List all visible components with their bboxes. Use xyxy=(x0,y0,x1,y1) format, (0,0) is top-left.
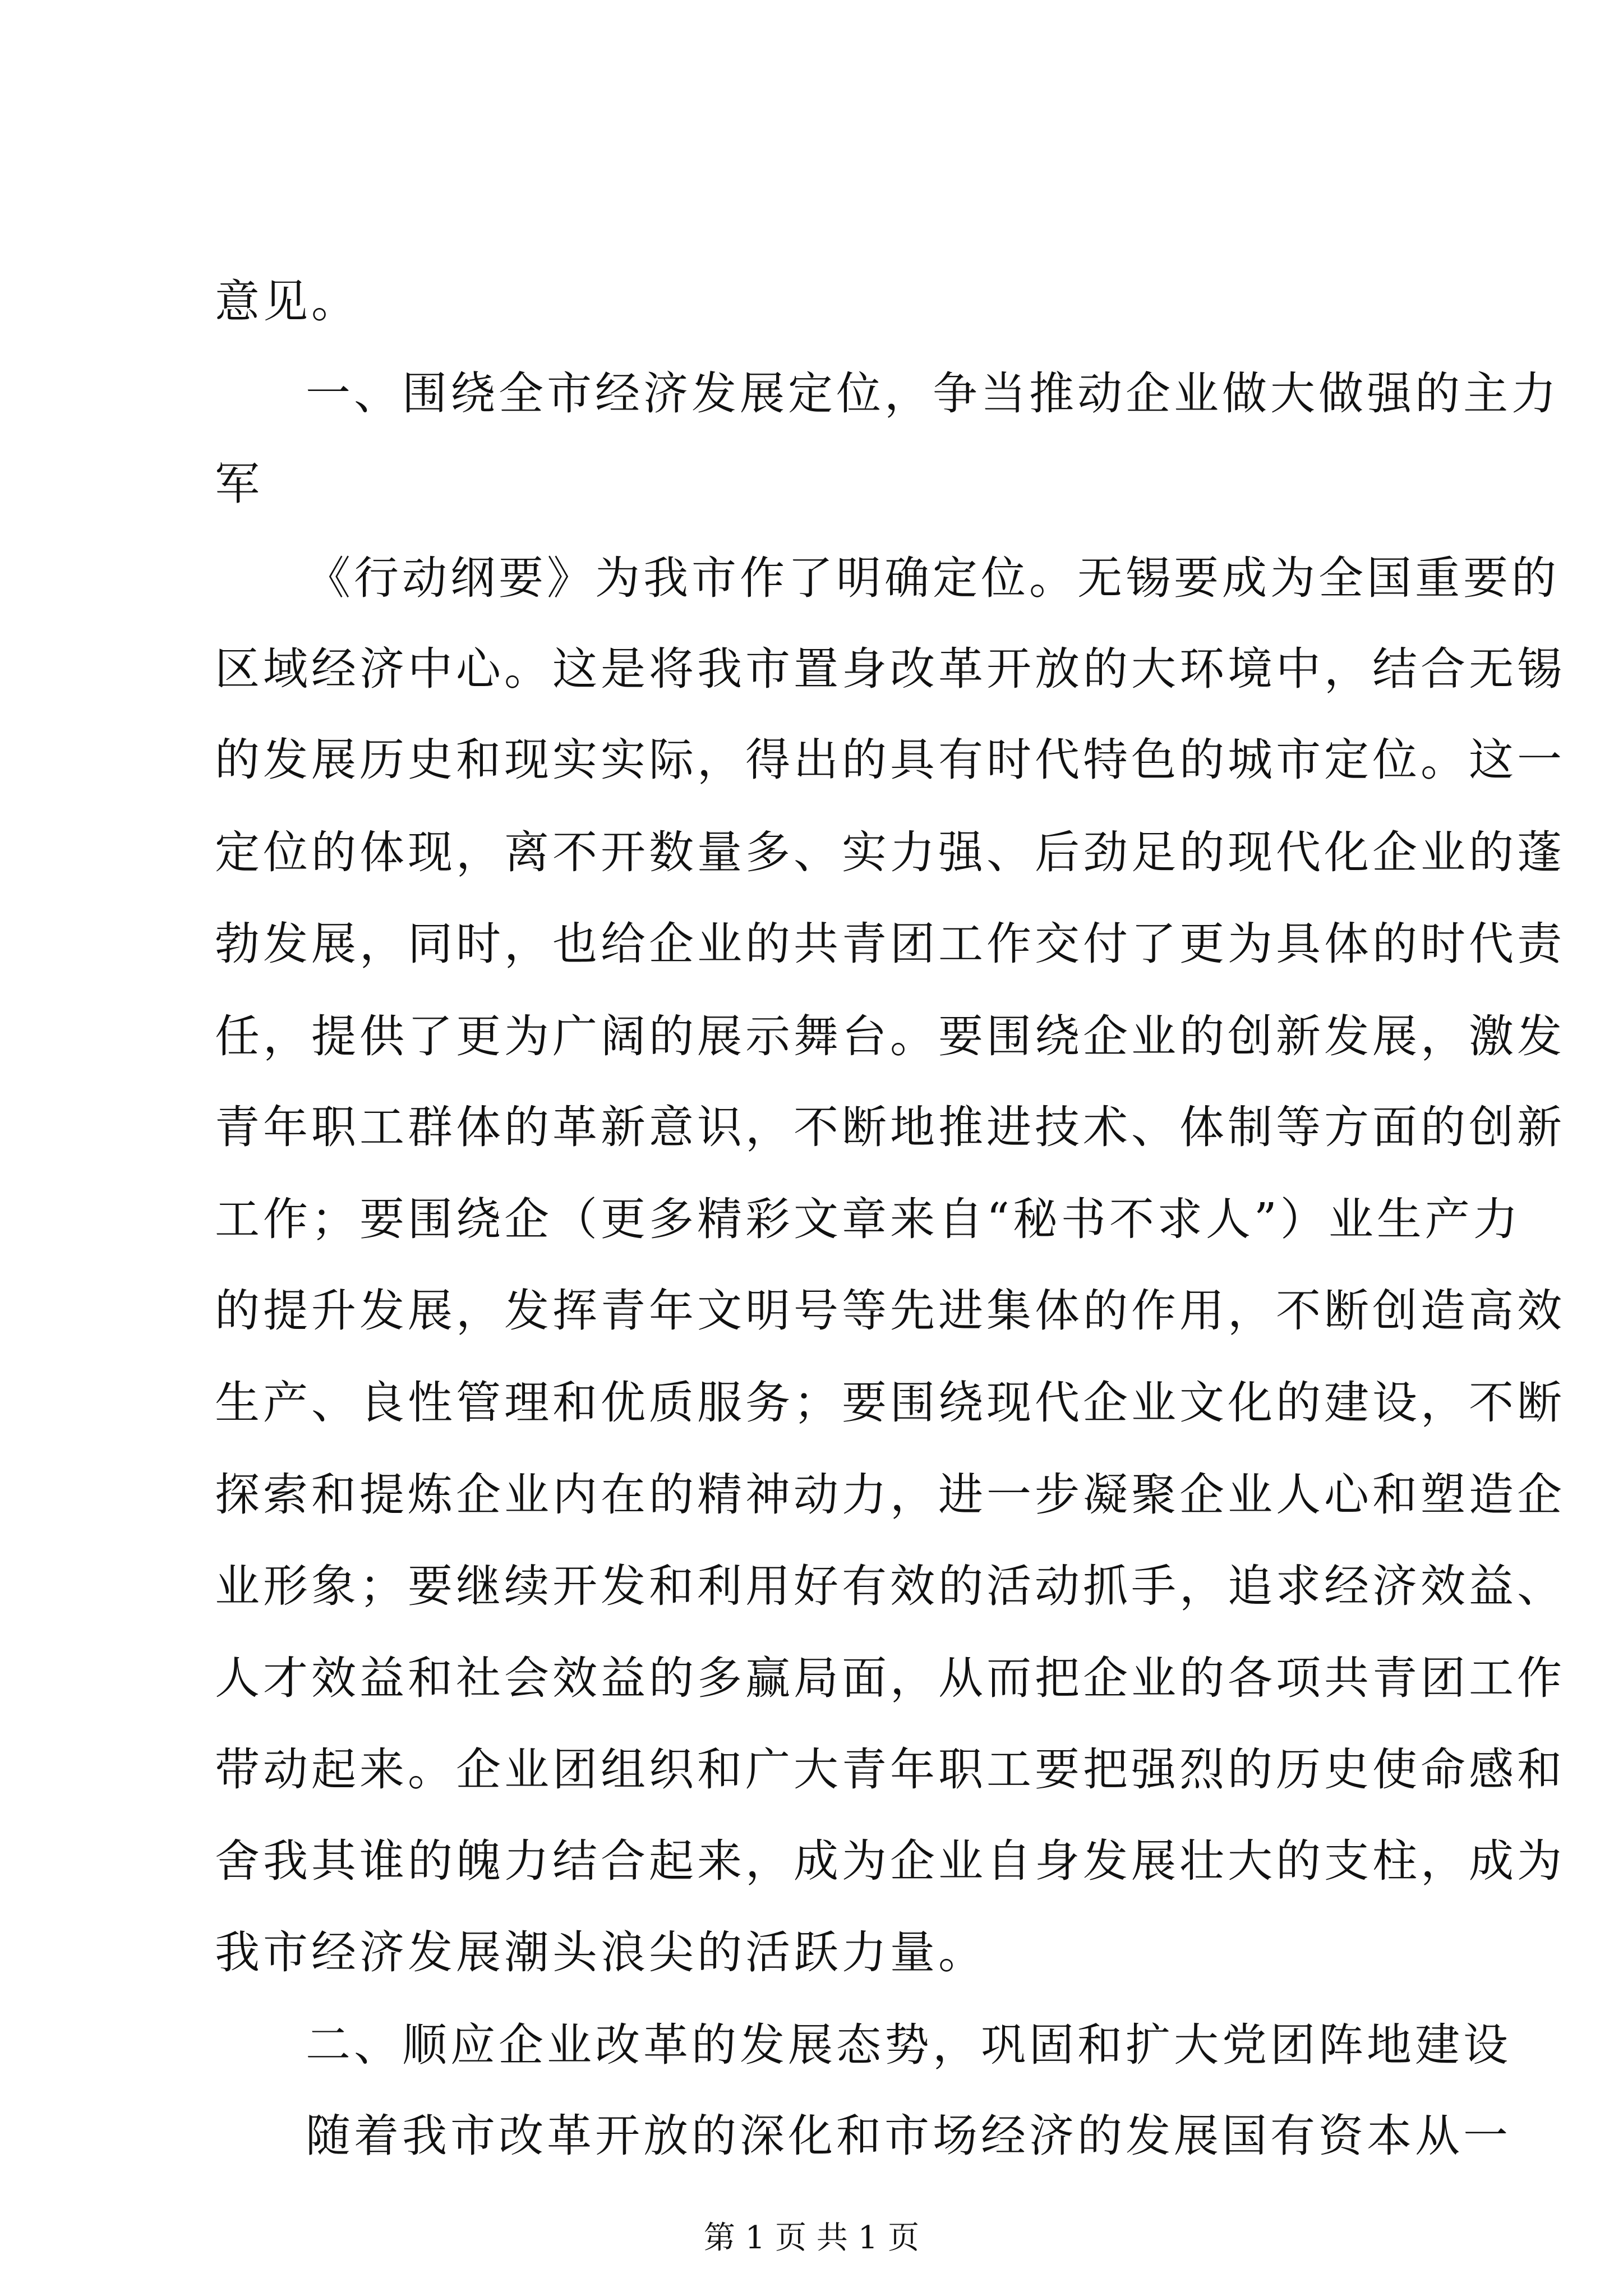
text-line: 青年职工群体的革新意识，不断地推进技术、体制等方面的创新 xyxy=(215,1101,1565,1153)
section-heading: 一、围绕全市经济发展定位，争当推动企业做大做强的主力 xyxy=(306,367,1560,420)
text-line: 生产、良性管理和优质服务；要围绕现代企业文化的建设，不断 xyxy=(215,1377,1565,1429)
text-line: 舍我其谁的魄力结合起来，成为企业自身发展壮大的支柱，成为 xyxy=(215,1835,1565,1887)
text-line: 的提升发展，发挥青年文明号等先进集体的作用，不断创造高效 xyxy=(215,1285,1565,1337)
text-line: 定位的体现，离不开数量多、实力强、后劲足的现代化企业的蓬 xyxy=(215,826,1565,878)
text-line: 任，提供了更为广阔的展示舞台。要围绕企业的创新发展，激发 xyxy=(215,1010,1565,1062)
paragraph-start: 随着我市改革开放的深化和市场经济的发展国有资本从一 xyxy=(306,2110,1511,2162)
text-line: 意见。 xyxy=(215,275,359,328)
text-line: 工作；要围绕企（更多精彩文章来自“秘书不求人”）业生产力 xyxy=(215,1193,1521,1245)
text-line: 带动起来。企业团组织和广大青年职工要把强烈的历史使命感和 xyxy=(215,1743,1565,1796)
text-line: 区域经济中心。这是将我市置身改革开放的大环境中，结合无锡 xyxy=(215,643,1565,695)
text-line: 的发展历史和现实实际，得出的具有时代特色的城市定位。这一 xyxy=(215,734,1565,786)
text-line: 人才效益和社会效益的多赢局面，从而把企业的各项共青团工作 xyxy=(215,1652,1565,1704)
page-number-footer: 第 1 页 共 1 页 xyxy=(703,2220,920,2256)
section-heading: 二、顺应企业改革的发展态势，巩固和扩大党团阵地建设 xyxy=(306,2019,1511,2071)
text-line: 探索和提炼企业内在的精神动力，进一步凝聚企业人心和塑造企 xyxy=(215,1469,1565,1521)
text-line: 军 xyxy=(215,458,263,510)
text-line: 勃发展，同时，也给企业的共青团工作交付了更为具体的时代责 xyxy=(215,918,1565,970)
text-line: 我市经济发展潮头浪尖的活跃力量。 xyxy=(215,1926,986,1978)
paragraph-start: 《行动纲要》为我市作了明确定位。无锡要成为全国重要的 xyxy=(306,552,1560,604)
text-line: 业形象；要继续开发和利用好有效的活动抓手，追求经济效益、 xyxy=(215,1560,1565,1612)
